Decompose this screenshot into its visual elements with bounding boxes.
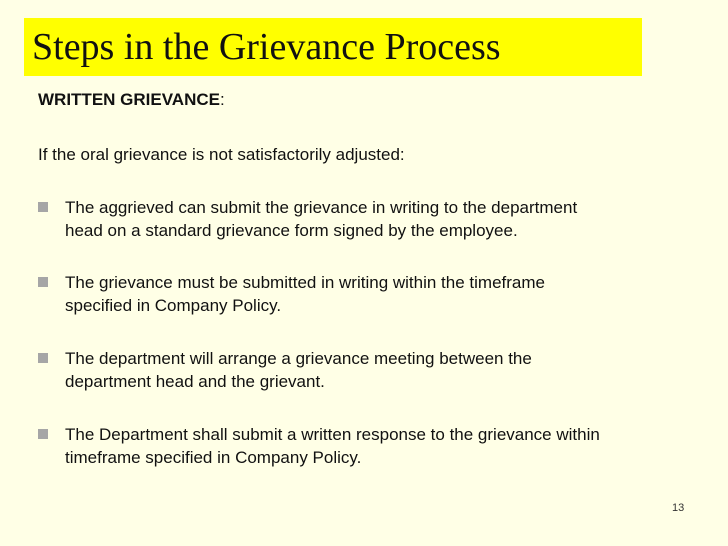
section-heading [38,89,225,111]
section-heading-suffix: : [219,90,225,109]
section-heading-bold: WRITTEN GRIEVANCE [38,90,220,109]
square-bullet-icon [38,353,48,363]
bullet-text [65,196,725,242]
bullet-line: The aggrieved can submit the grievance in writing to the department [65,198,578,217]
bullet-line: The grievance must be submitted in writing within the timeframe [65,273,545,292]
bullet-line: head on a standard grievance form signed by the employee. [65,221,518,240]
square-bullet-icon [38,429,48,439]
bullet-line: department head and the grievant. [65,372,325,391]
bullet-line: The department will arrange a grievance meeting between the [65,349,532,368]
intro-text: If the oral grievance is not satisfactorily adjusted: [38,145,405,164]
bullet-line: timeframe specified in Company Policy. [65,448,362,467]
square-bullet-icon [38,277,48,287]
bullet-text [65,423,725,469]
square-bullet-icon [38,202,48,212]
bullet-text [65,347,725,393]
bullet-line: The Department shall submit a written response to the grievance within [65,425,600,444]
page-number: 13 [672,502,685,514]
bullet-line: specified in Company Policy. [65,296,282,315]
title-banner [24,18,642,76]
slide-title: Steps in the Grievance Process [32,26,501,68]
bullet-text [65,271,725,317]
